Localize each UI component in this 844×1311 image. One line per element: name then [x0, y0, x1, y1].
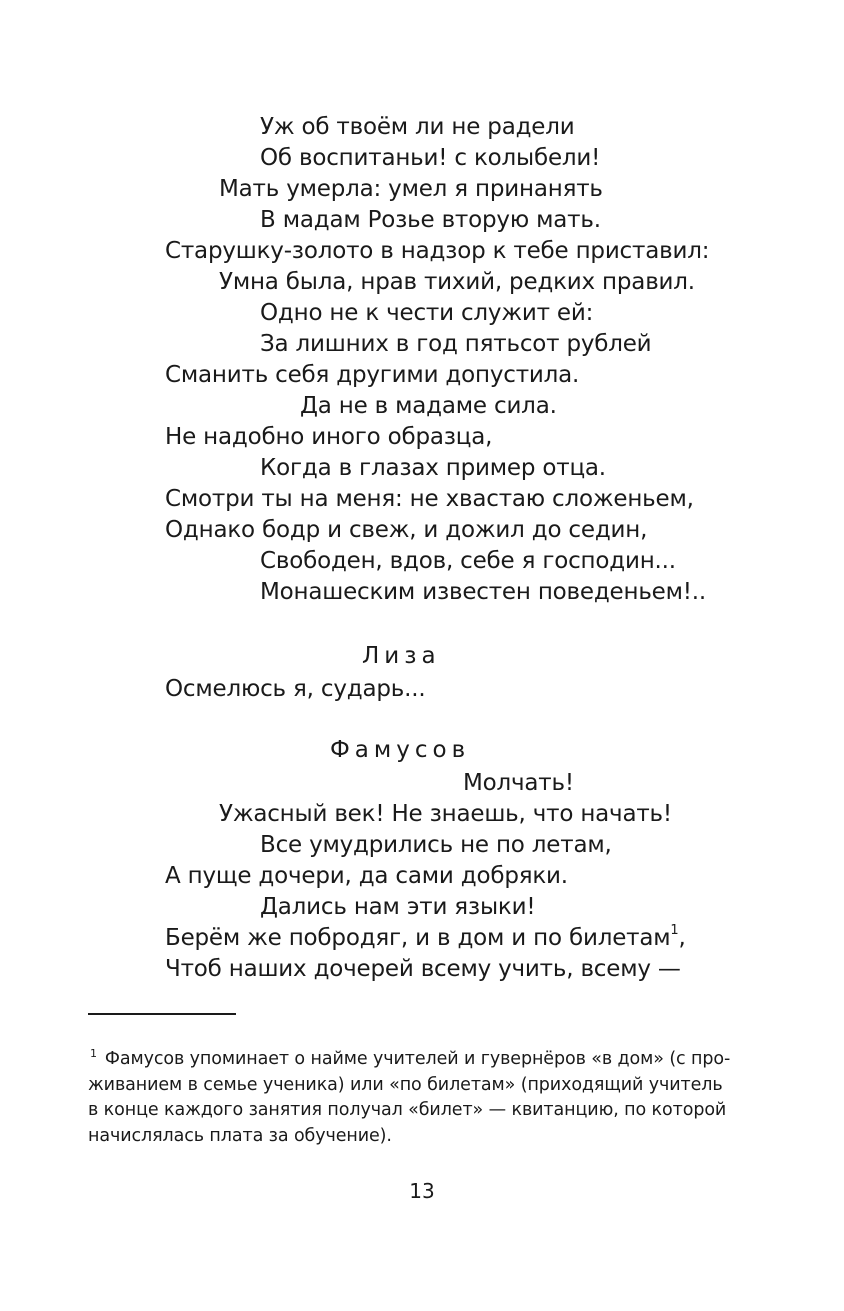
verse-line: Смотри ты на меня: не хвастаю сложеньем,	[165, 486, 694, 512]
verse-line: А пуще дочери, да сами добряки.	[165, 863, 568, 889]
verse-line: Дались нам эти языки!	[260, 894, 536, 920]
verse-line: Молчать!	[463, 770, 574, 796]
verse-line: Мать умерла: умел я принанять	[219, 176, 603, 202]
speaker-name-famusov: Фамусов	[330, 737, 471, 763]
verse-line: Однако бодр и свеж, и дожил до седин,	[165, 517, 648, 543]
verse-line: Все умудрились не по летам,	[260, 832, 612, 858]
verse-line: Не надобно иного образца,	[165, 424, 493, 450]
verse-line: Свободен, вдов, себе я господин...	[260, 548, 676, 574]
footnote-line: начислялась плата за обучение).	[88, 1125, 392, 1146]
footnote-marker: 1	[90, 1047, 97, 1060]
verse-line: Старушку-золото в надзор к тебе приставил:	[165, 238, 710, 264]
verse-line: Умна была, нрав тихий, редких правил.	[219, 269, 695, 295]
verse-line-text: Берём же побродяг, и в дом и по билетам	[165, 925, 671, 951]
verse-line: Ужасный век! Не знаешь, что начать!	[219, 801, 672, 827]
verse-line: Уж об твоём ли не радели	[260, 114, 575, 140]
footnote-reference[interactable]: 1	[670, 923, 679, 938]
verse-line: Монашеским известен поведеньем!..	[260, 579, 707, 605]
footnote-line: в конце каждого занятия получал «билет» — квитанцию, по которой	[88, 1100, 727, 1120]
verse-line-with-footnote: Берём же побродяг, и в дом и по билетам$^1$,	[165, 923, 686, 951]
footnote-line	[88, 1047, 731, 1073]
verse-line: Да не в мадаме сила.	[300, 393, 557, 419]
footnote	[88, 1047, 731, 1149]
page-number: 13	[409, 1179, 435, 1203]
verse-line-liza: Осмелюсь я, сударь...	[165, 676, 426, 702]
verse-line: Одно не к чести служит ей:	[260, 300, 594, 326]
footnote-line: живанием в семье ученика) или «по билетам» (приходящий учитель	[88, 1074, 723, 1095]
verse-line: Сманить себя другими допустила.	[165, 362, 580, 388]
speaker-name-liza: Лиза	[362, 643, 441, 669]
verse-line: Когда в глазах пример отца.	[260, 455, 606, 481]
footnote-separator	[88, 1013, 236, 1015]
verse-line: Чтоб наших дочерей всему учить, всему —	[165, 956, 681, 982]
verse-line: Об воспитаньи! с колыбели!	[260, 145, 601, 171]
verse-line: В мадам Розье вторую мать.	[260, 207, 601, 233]
verse-line: За лишних в год пятьсот рублей	[260, 331, 652, 357]
footnote-text: Фамусов упоминает о найме учителей и гувернёров «в дом» (с про-	[104, 1049, 731, 1069]
